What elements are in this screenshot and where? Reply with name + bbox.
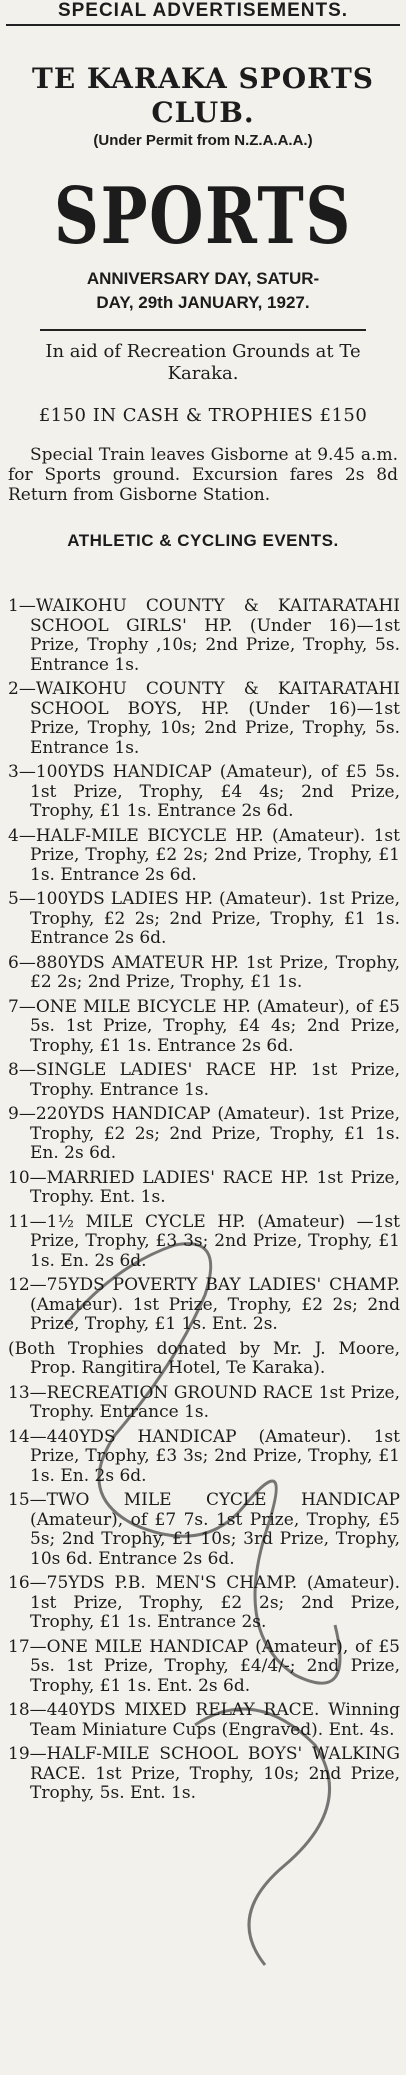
event-number: 17—	[8, 1636, 47, 1657]
event-number: 5—	[8, 889, 36, 909]
event-number: 9—	[8, 1104, 36, 1124]
event-number: 19—	[8, 1744, 47, 1764]
event-item	[8, 1276, 400, 1335]
event-number: 11—	[8, 1211, 47, 1232]
event-description: 1½ MILE CYCLE HP. (Amateur) —1st Prize, Trophy, £3 3s; 2nd Prize, Trophy, £1 1s. En. 2s 6d.	[30, 1211, 400, 1271]
event-description: ONE MILE HANDICAP (Amateur), of £5 5s. 1st Prize, Trophy, £4/4/-; 2nd Prize, Trophy, £1 1s. Ent. 2s 6d.	[30, 1636, 400, 1696]
section-header: SPECIAL ADVERTISEMENTS.	[6, 0, 400, 26]
event-number: 16—	[8, 1573, 47, 1593]
events-list	[0, 597, 406, 1804]
event-number: 1—	[8, 596, 36, 616]
event-description: MARRIED LADIES' RACE HP. 1st Prize, Trophy. Ent. 1s.	[30, 1167, 400, 1207]
aid-note-line2: Karaka.	[167, 363, 239, 384]
event-item	[8, 1574, 400, 1633]
event-number: 13—	[8, 1382, 47, 1403]
event-item	[8, 1491, 400, 1569]
events-heading: ATHLETIC & CYCLING EVENTS.	[67, 531, 339, 550]
event-item	[8, 1169, 400, 1208]
event-item	[8, 1745, 400, 1804]
event-item	[8, 763, 400, 822]
club-name	[0, 62, 406, 130]
club-name-line2: CLUB.	[151, 96, 255, 129]
event-item	[8, 954, 400, 993]
event-date	[0, 267, 406, 315]
event-description: HALF-MILE BICYCLE HP. (Amateur). 1st Prize, Trophy, £2 2s; 2nd Prize, Trophy, £1 1s. Entrance 2s 6d.	[30, 825, 400, 885]
event-description: 100YDS LADIES HP. (Amateur). 1st Prize, Trophy, £2 2s; 2nd Prize, Trophy, £1 1s. Entrance 2s 6d.	[30, 889, 400, 948]
event-date-line2: DAY, 29th JANUARY, 1927.	[96, 293, 310, 312]
event-number: 2—	[8, 679, 36, 699]
event-item	[8, 827, 400, 886]
event-description: SINGLE LADIES' RACE HP. 1st Prize, Trophy. Entrance 1s.	[30, 1060, 400, 1100]
event-description: RECREATION GROUND RACE 1st Prize, Trophy. Entrance 1s.	[30, 1382, 400, 1422]
event-item	[8, 1061, 400, 1100]
aid-note	[0, 341, 406, 385]
event-number: 15—	[8, 1490, 47, 1510]
event-number: 4—	[8, 825, 36, 846]
event-description: HALF-MILE SCHOOL BOYS' WALKING RACE. 1st Prize, Trophy, 10s; 2nd Prize, Trophy, 5s. Ent. 1s.	[30, 1744, 400, 1803]
event-number: 6—	[8, 952, 36, 973]
event-number: 3—	[8, 762, 36, 782]
event-item	[8, 680, 400, 758]
event-description: 75YDS POVERTY BAY LADIES' CHAMP. (Amateur). 1st Prize, Trophy, £2 2s; 2nd Prize, Trophy, £1 1s. Ent. 2s.	[30, 1275, 400, 1334]
event-item	[8, 1105, 400, 1164]
event-description: WAIKOHU COUNTY & KAITARATAHI SCHOOL BOYS, HP. (Under 16)—1st Prize, Trophy, 10s; 2nd Prize, Trophy, 5s. Entrance 1s.	[30, 679, 400, 758]
prize-total: £150 IN CASH & TROPHIES £150	[38, 405, 368, 426]
event-description: 880YDS AMATEUR HP. 1st Prize, Trophy, £2 2s; 2nd Prize, Trophy, £1 1s.	[30, 952, 400, 992]
event-number: 14—	[8, 1426, 47, 1447]
event-date-line1: ANNIVERSARY DAY, SATUR-	[86, 269, 320, 288]
event-description: 440YDS MIXED RELAY RACE. Winning Team Miniature Cups (Engraved). Ent. 4s.	[30, 1700, 400, 1740]
event-description: 100YDS HANDICAP (Amateur), of £5 5s. 1st Prize, Trophy, £4 4s; 2nd Prize, Trophy, £1 1s. Entrance 2s 6d.	[30, 762, 400, 821]
event-item	[8, 1701, 400, 1740]
permit-note: (Under Permit from N.Z.A.A.A.)	[93, 132, 313, 149]
divider-rule	[40, 329, 366, 331]
headline: SPORTS	[53, 171, 353, 262]
event-item	[8, 1213, 400, 1272]
train-notice: Special Train leaves Gisborne at 9.45 a.m. for Sports ground. Excursion fares 2s 8d Return from Gisborne Station.	[8, 445, 398, 505]
aid-note-line1: In aid of Recreation Grounds at Te	[45, 341, 361, 362]
event-number: 10—	[8, 1167, 47, 1188]
event-number: 7—	[8, 996, 36, 1017]
event-number: 8—	[8, 1060, 36, 1080]
event-description: TWO MILE CYCLE HANDICAP (Amateur), of £7 7s. 1st Prize, Trophy, £5 5s; 2nd Trophy, £1 10s; 3rd Prize, Trophy, 10s 6d. Entrance 2s 6d.	[30, 1490, 400, 1569]
event-description: ONE MILE BICYCLE HP. (Amateur), of £5 5s. 1st Prize, Trophy, £4 4s; 2nd Prize, Trophy, £1 1s. Entrance 2s 6d.	[30, 996, 400, 1056]
event-item	[8, 998, 400, 1057]
event-description: 440YDS HANDICAP (Amateur). 1st Prize, Trophy, £3 3s; 2nd Prize, Trophy, £1 1s. En. 2s 6d.	[30, 1426, 400, 1486]
event-item	[8, 597, 400, 675]
event-number: 18—	[8, 1700, 47, 1720]
event-item	[8, 890, 400, 949]
event-item	[8, 1384, 400, 1423]
event-item	[8, 1638, 400, 1697]
event-number: 12—	[8, 1275, 47, 1295]
event-description: 220YDS HANDICAP (Amateur). 1st Prize, Trophy, £2 2s; 2nd Prize, Trophy, £1 1s. En. 2s 6d.	[30, 1104, 400, 1163]
event-description: WAIKOHU COUNTY & KAITARATAHI SCHOOL GIRLS' HP. (Under 16)—1st Prize, Trophy ,10s; 2nd Prize, Trophy, 5s. Entrance 1s.	[30, 596, 400, 675]
club-name-line1: TE KARAKA SPORTS	[31, 62, 375, 95]
event-description: (Both Trophies donated by Mr. J. Moore, Prop. Rangitira Hotel, Te Karaka).	[8, 1338, 400, 1378]
event-description: 75YDS P.B. MEN'S CHAMP. (Amateur). 1st Prize, Trophy, £2 2s; 2nd Prize, Trophy, £1 1s. Entrance 2s.	[30, 1573, 400, 1632]
event-item	[8, 1340, 400, 1379]
event-item	[8, 1428, 400, 1487]
